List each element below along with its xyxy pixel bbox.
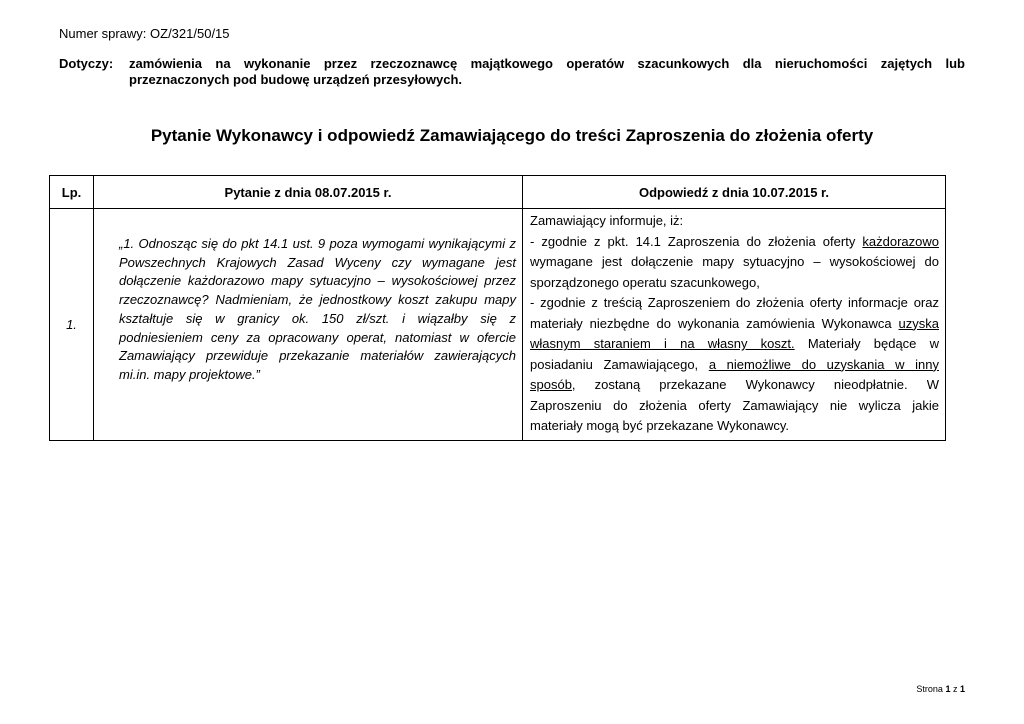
subject-text-line-1: zamówienia na wykonanie przez rzeczoznawcę majątkowego operatów szacunkowych dla nieruchomości zajętych lub — [129, 56, 965, 71]
answer-text: - zgodnie z pkt. 14.1 Zaproszenia do złożenia oferty — [530, 233, 863, 249]
question-line: dołączenie każdorazowo mapy sytuacyjno – wysokościowej przez — [119, 273, 516, 289]
answer-underlined: uzyska — [898, 315, 939, 331]
header-answer: Odpowiedź z dnia 10.07.2015 r. — [523, 176, 946, 209]
question-line: mi.in. mapy projektowe.” — [119, 366, 260, 382]
qa-table — [49, 175, 946, 441]
answer-underlined: sposób, — [530, 377, 576, 392]
question-line: Zamawiający przewiduje przekazanie materiałów zawierających — [119, 348, 516, 364]
answer-line: sporządzonego operatu szacunkowego, — [530, 274, 760, 290]
answer-underlined: własnym staraniem i na własny koszt. — [530, 336, 795, 351]
page-total: 1 — [959, 684, 965, 694]
question-line: podniesieniem ceny za opracowany operat, natomiast w ofercie — [119, 329, 516, 345]
question-cell — [94, 209, 523, 441]
answer-line — [530, 355, 939, 376]
page-current: 1 — [945, 684, 951, 694]
page-footer — [916, 684, 965, 694]
page-separator: z — [952, 684, 958, 694]
page-title: Pytanie Wykonawcy i odpowiedź Zamawiającego do treści Zaproszenia do złożenia oferty — [150, 126, 874, 145]
case-number: Numer sprawy: OZ/321/50/15 — [59, 26, 230, 41]
answer-cell — [523, 209, 946, 441]
table-header-row — [50, 176, 946, 209]
answer-intro: Zamawiający informuje, iż: — [530, 213, 684, 228]
answer-line — [530, 375, 939, 396]
question-line: kształtuje się w granicy ok. 150 zł/szt. i wiązałby się z — [119, 310, 516, 326]
answer-line: wymagane jest dołączenie mapy sytuacyjno – wysokościowej do — [530, 254, 939, 269]
table-row — [50, 209, 946, 441]
answer-underlined: każdorazowo — [862, 233, 939, 249]
answer-line — [530, 334, 939, 355]
page-label: Strona — [916, 684, 943, 694]
answer-line: - zgodnie z treścią Zaproszeniem do złożenia oferty informacje oraz — [530, 295, 939, 310]
row-number: 1. — [50, 209, 94, 441]
answer-line — [530, 314, 939, 335]
subject-label: Dotyczy: — [59, 56, 114, 71]
question-line: Powszechnych Krajowych Zasad Wyceny czy wymagane jest — [119, 254, 516, 270]
answer-line — [530, 232, 939, 253]
answer-underlined: a niemożliwe do uzyskania w inny — [708, 356, 939, 372]
answer-text: materiały niezbędne do wykonania zamówienia Wykonawca — [530, 315, 899, 331]
question-line: „1. Odnosząc się do pkt 14.1 ust. 9 poza wymogami wynikającymi z — [119, 236, 516, 251]
question-line: rzeczoznawcę? Nadmieniam, że jednostkowy koszt zakupu mapy — [119, 292, 516, 308]
answer-line: Zaproszeniu do złożenia oferty Zamawiający nie wylicza jakie — [530, 397, 939, 413]
answer-text: posiadaniu Zamawiającego, — [530, 356, 709, 372]
answer-text: zostaną przekazane Wykonawcy nieodpłatnie. W — [575, 377, 939, 392]
header-question: Pytanie z dnia 08.07.2015 r. — [94, 176, 523, 209]
subject-block — [59, 56, 965, 87]
answer-line: materiały mogą być przekazane Wykonawcy. — [530, 418, 790, 433]
header-lp: Lp. — [50, 176, 94, 209]
answer-text: Materiały będące w — [794, 336, 939, 351]
subject-text-line-2: przeznaczonych pod budowę urządzeń przesyłowych. — [129, 72, 462, 87]
